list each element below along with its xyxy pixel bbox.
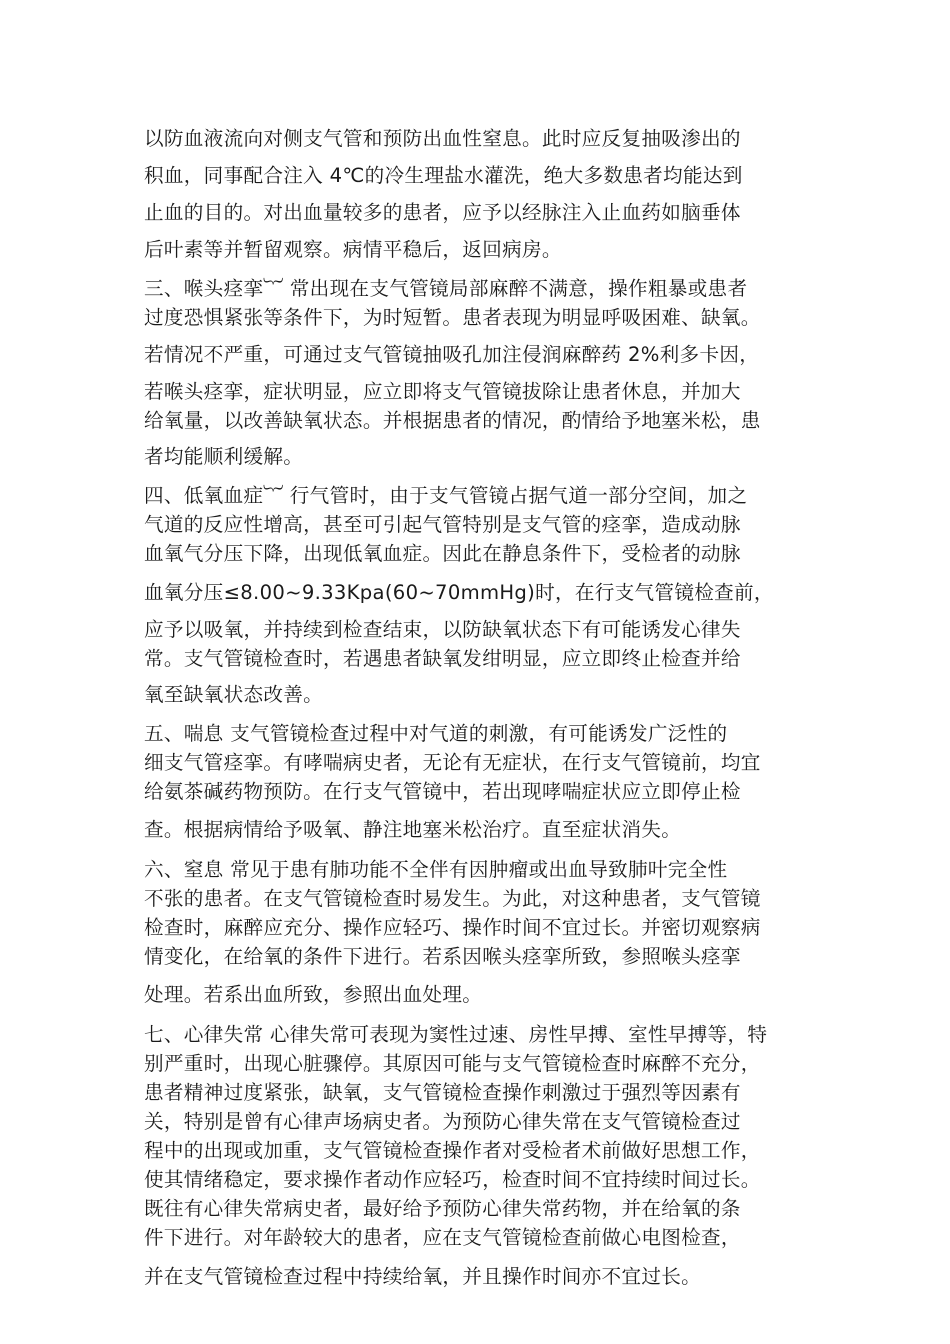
section-heading-arrhythmia: 七、心律失常 心律失常可表现为窦性过速、房性早搏、室性早搏等，特	[144, 1023, 768, 1046]
section-heading-hypoxemia: 四、低氧血症︸ 行气管时，由于支气管镜占据气道一部分空间，加之	[144, 484, 748, 507]
text-line: 过度恐惧紧张等条件下，为时短暂。患者表现为明显呼吸困难、缺氧。	[144, 306, 761, 329]
section-heading-asphyxia: 六、窒息 常见于患有肺功能不全伴有因肿瘤或出血导致肺叶完全性	[144, 858, 728, 881]
text-line: 给氨茶碱药物预防。在行支气管镜中，若出现哮喘症状应立即停止检	[144, 780, 741, 803]
document-body	[144, 118, 814, 1291]
text-line: 血氧气分压下降，出现低氧血症。因此在静息条件下，受检者的动脉	[144, 542, 741, 565]
text-line: 止血的目的。对出血量较多的患者，应予以经脉注入止血药如脑垂体	[144, 201, 741, 224]
text-line: 既往有心律失常病史者，最好给予预防心律失常药物，并在给氧的条	[144, 1197, 741, 1220]
text-line: 给氧量，以改善缺氧状态。并根据患者的情况，酌情给予地塞米松，患	[144, 409, 761, 432]
text-line: 血氧分压≤8.00~9.33Kpa(60~70mmHg)时，在行支气管镜检查前，	[144, 581, 774, 604]
text-line: 别严重时，出现心脏骤停。其原因可能与支气管镜检查时麻醉不充分，	[144, 1052, 761, 1075]
text-line: 气道的反应性增高，甚至可引起气管特别是支气管的痉挛，造成动脉	[144, 513, 741, 536]
text-line: 若情况不严重，可通过支气管镜抽吸孔加注侵润麻醉药 2%利多卡因，	[144, 343, 760, 366]
text-line: 后叶素等并暂留观察。病情平稳后，返回病房。	[144, 238, 562, 261]
text-line: 不张的患者。在支气管镜检查时易发生。为此，对这种患者，支气管镜	[144, 887, 761, 910]
text-line: 积血，同事配合注入 4℃的冷生理盐水灌洗，绝大多数患者均能达到	[144, 164, 743, 187]
section-heading-laryngospasm: 三、喉头痉挛︸ 常出现在支气管镜局部麻醉不满意，操作粗暴或患者	[144, 277, 748, 300]
text-line: 并在支气管镜检查过程中持续给氧，并且操作时间亦不宜过长。	[144, 1265, 702, 1288]
text-line: 关，特别是曾有心律声场病史者。为预防心律失常在支气管镜检查过	[144, 1110, 741, 1133]
text-line: 细支气管痉挛。有哮喘病史者，无论有无症状，在行支气管镜前，均宜	[144, 751, 761, 774]
text-line: 常。支气管镜检查时，若遇患者缺氧发绀明显，应立即终止检查并给	[144, 647, 741, 670]
text-line: 查。根据病情给予吸氧、静注地塞米松治疗。直至症状消失。	[144, 818, 682, 841]
text-line: 程中的出现或加重，支气管镜检查操作者对受检者术前做好思想工作，	[144, 1139, 761, 1162]
text-line: 处理。若系出血所致，参照出血处理。	[144, 983, 483, 1006]
text-line: 患者精神过度紧张，缺氧，支气管镜检查操作刺激过于强烈等因素有	[144, 1081, 741, 1104]
section-heading-wheezing: 五、喘息 支气管镜检查过程中对气道的刺激，有可能诱发广泛性的	[144, 722, 728, 745]
text-line: 情变化，在给氧的条件下进行。若系因喉头痉挛所致，参照喉头痉挛	[144, 945, 741, 968]
text-line: 以防血液流向对侧支气管和预防出血性窒息。此时应反复抽吸渗出的	[144, 127, 741, 150]
text-line: 者均能顺利缓解。	[144, 445, 304, 468]
text-line: 检查时，麻醉应充分、操作应轻巧、操作时间不宜过长。并密切观察病	[144, 916, 761, 939]
text-line: 氧至缺氧状态改善。	[144, 683, 324, 706]
text-line: 使其情绪稳定，要求操作者动作应轻巧，检查时间不宜持续时间过长。	[144, 1168, 761, 1191]
text-line: 应予以吸氧，并持续到检查结束，以防缺氧状态下有可能诱发心律失	[144, 618, 741, 641]
text-line: 件下进行。对年龄较大的患者，应在支气管镜检查前做心电图检查，	[144, 1226, 741, 1249]
text-line: 若喉头痉挛，症状明显，应立即将支气管镜拔除让患者休息，并加大	[144, 380, 741, 403]
